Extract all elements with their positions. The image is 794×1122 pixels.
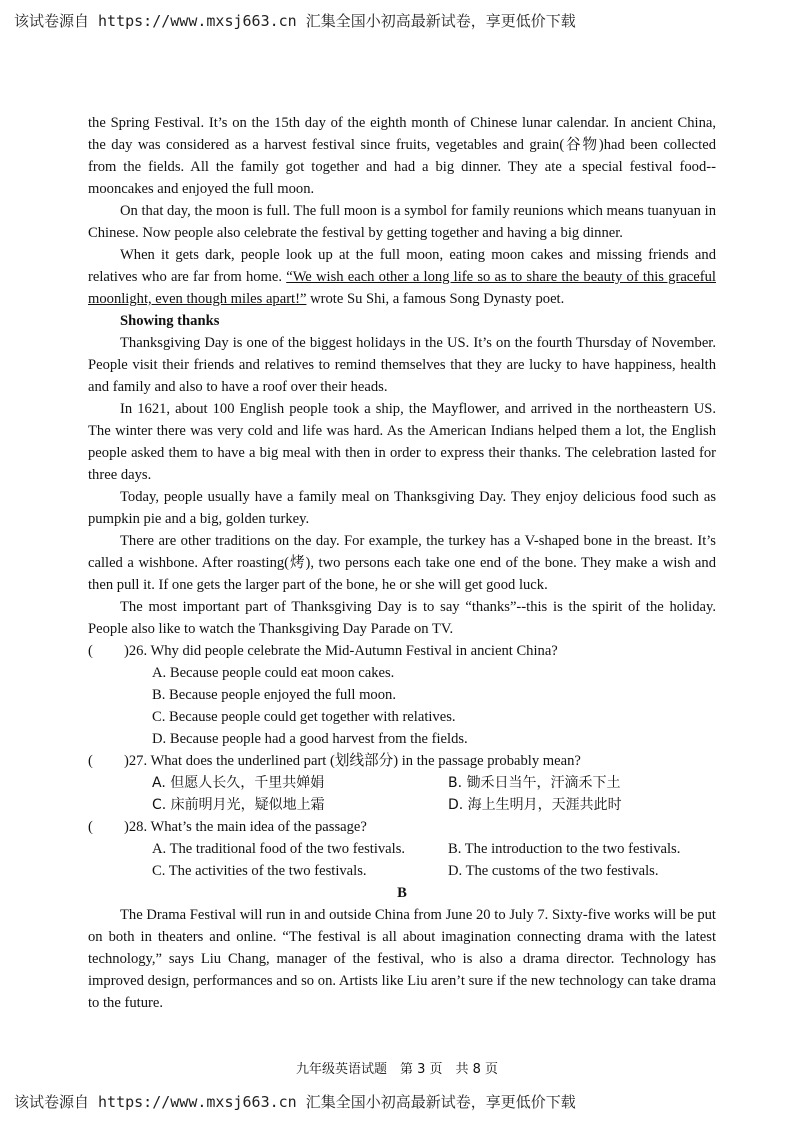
option-b: B. 锄禾日当午，汗滴禾下土 — [448, 775, 621, 791]
source-banner-bottom: 该试卷源自 https://www.mxsj663.cn 汇集全国小初高最新试卷，享更低价下载 — [14, 1093, 576, 1111]
option-a: A. 但愿人长久，千里共婵娟 — [152, 775, 325, 791]
option-c: C. Because people could get together with relatives. — [152, 709, 456, 725]
option-c: C. The activities of the two festivals. — [152, 863, 367, 879]
passage-paragraph-5: In 1621, about 100 English people took a ship, the Mayflower, and arrived in the northeastern US. The winter there was very cold and life was hard. As the American Indians helped them a lot, the English people asked them to have a big meal with then in order to express their thanks. The celebration lasted for three days. — [88, 401, 716, 483]
option-d: D. Because people had a good harvest from the fields. — [152, 731, 468, 747]
option-b: B. Because people enjoyed the full moon. — [152, 687, 396, 703]
passage-paragraph-2: On that day, the moon is full. The full moon is a symbol for family reunions which means tuanyuan in Chinese. Now people also celebrate the festival by getting together and having a big dinner. — [88, 203, 716, 241]
question-28 — [88, 816, 716, 882]
question-26 — [88, 640, 716, 750]
option-a: A. The traditional food of the two festivals. — [152, 841, 406, 857]
underlined-quote: “We wish each other a long life so as to share the beauty of this graceful moonlight, even though miles apart!” — [88, 269, 716, 307]
option-d: D. The customs of the two festivals. — [448, 863, 659, 879]
passage-paragraph-7: There are other traditions on the day. For example, the turkey has a V-shaped bone in the breast. It’s called a wishbone. After roasting(烤), two persons each take one end of the bone. They make a wish and then pull it. If one gets the larger part of the bone, he or she will get good luck. — [88, 533, 716, 593]
section-heading-showing-thanks: Showing thanks — [120, 313, 220, 329]
passage-paragraph-6: Today, people usually have a family meal on Thanksgiving Day. They enjoy delicious food such as pumpkin pie and a big, golden turkey. — [88, 489, 716, 527]
paragraph-3-lead: When it gets dark, people look up at the full moon, eating moon cakes and missing friends and relatives who are far from home. — [88, 247, 716, 285]
option-d: D. 海上生明月，天涯共此时 — [448, 797, 622, 813]
answer-blank[interactable]: ( — [88, 643, 93, 659]
question-stem: )28. What’s the main idea of the passage? — [124, 819, 367, 835]
question-stem: )27. What does the underlined part (划线部分) in the passage probably mean? — [124, 753, 581, 769]
passage-paragraph-4: Thanksgiving Day is one of the biggest holidays in the US. It’s on the fourth Thursday of November. People visit their friends and relatives to remind themselves that they are lucky to have happiness, health and family and also to have a roof over their heads. — [88, 335, 716, 395]
passage-content — [88, 112, 716, 1014]
answer-blank[interactable]: ( — [88, 753, 93, 769]
page-footer: 九年级英语试题 第 3 页 共 8 页 — [295, 1062, 499, 1077]
answer-blank[interactable]: ( — [88, 819, 93, 835]
passage-paragraph-3 — [88, 244, 716, 310]
option-c: C. 床前明月光，疑似地上霜 — [152, 797, 325, 813]
question-27 — [88, 750, 716, 816]
option-a: A. Because people could eat moon cakes. — [152, 665, 395, 681]
passage-paragraph-8: The most important part of Thanksgiving Day is to say “thanks”--this is the spirit of the holiday. People also like to watch the Thanksgiving Day Parade on TV. — [88, 599, 716, 637]
option-b: B. The introduction to the two festivals. — [448, 841, 681, 857]
section-b-paragraph-1: The Drama Festival will run in and outside China from June 20 to July 7. Sixty-five works will be put on both in theaters and online. “The festival is all about imagination connecting drama with the latest technology,” says Liu Chang, manager of the festival, who is also a drama director. Technology has improved design, performances and so on. Artists like Liu aren’t sure if the new technology can take drama to the future. — [88, 907, 716, 1011]
paragraph-3-tail: wrote Su Shi, a famous Song Dynasty poet. — [306, 291, 565, 307]
question-stem: )26. Why did people celebrate the Mid-Autumn Festival in ancient China? — [124, 643, 558, 659]
passage-paragraph-1: the Spring Festival. It’s on the 15th day of the eighth month of Chinese lunar calendar. In ancient China, the day was considered as a harvest festival since fruits, vegetables and grain(谷物)had been collected from the fields. All the family got together and had a big dinner. They ate a special festival food--mooncakes and enjoyed the full moon. — [88, 115, 716, 197]
section-b-label: B — [397, 885, 407, 901]
source-banner-top: 该试卷源自 https://www.mxsj663.cn 汇集全国小初高最新试卷，享更低价下载 — [14, 12, 576, 30]
